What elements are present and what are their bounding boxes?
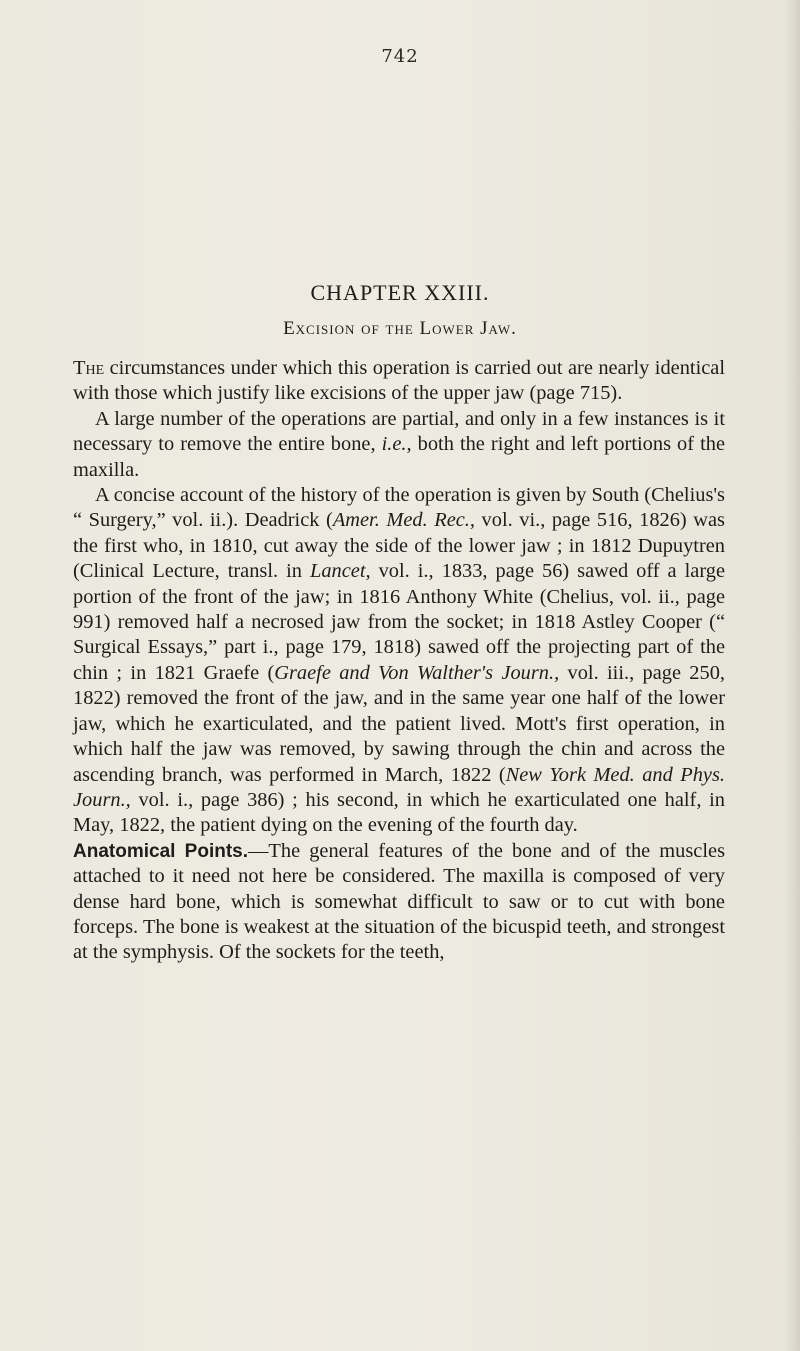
paragraph-intro — [73, 356, 725, 407]
chapter-title: CHAPTER XXIII. — [310, 280, 490, 305]
italic-citation: New York Med. and Phys. Journ., — [73, 763, 725, 811]
italic-citation: Amer. Med. Rec., — [332, 509, 475, 532]
run-in-heading: Anatomical Points. — [73, 840, 249, 862]
paragraph-partial-operations — [73, 407, 725, 483]
paragraph-text: A large number of the operations are partial, and only in a few instances is it necessary to remove the entire bone, — [73, 407, 725, 456]
paragraph-text: vol. vi., page 516, 1826) was the first who, in 1810, cut away the side of the lower jaw ; in 1812 Dupuytren (Clinical Lecture, transl. in — [73, 509, 725, 583]
paragraph-text: both the right and left portions of the maxilla. — [73, 433, 725, 481]
paragraph-text: —The general features of the bone and of the muscles attached to it need not here be considered. The maxilla is composed of very dense hard bone, which is somewhat difficult to saw or to cut with bone forceps. The bone is weakest at the situation of the bicuspid teeth, and strongest at the symphysis. Of the sockets for the teeth, — [73, 839, 726, 964]
paragraph-history — [73, 483, 725, 839]
section-title: Excision of the Lower Jaw. — [283, 318, 517, 339]
italic-citation: Lancet, — [309, 560, 371, 583]
italic-citation: Graefe and Von Walther's Journ., — [274, 661, 560, 684]
paragraph-text: circumstances under which this operation is carried out are nearly identical with those which justify like excisions of the upper jaw (page 715). — [73, 357, 725, 405]
paragraph-text: vol. iii., page 250, 1822) removed the front of the jaw, and in the same year one half of the lower jaw, which he exarticulated, and the patient lived. Mott's first operation, in which half the jaw was removed, by sawing through the chin and across the ascending branch, was performed in March, 1822 ( — [73, 661, 725, 786]
paragraph-anatomical-points — [73, 839, 725, 966]
page-edge-shadow — [786, 0, 800, 1351]
italic-text: i.e., — [381, 433, 412, 456]
body-text — [73, 356, 725, 966]
paragraph-text: vol. i., page 386) ; his second, in which he exarticulated one half, in May, 1822, the patient dying on the evening of the fourth day. — [73, 788, 725, 837]
page-number: 742 — [381, 46, 419, 67]
paragraph-lead-word: The — [73, 357, 105, 379]
paragraph-text: vol. i., 1833, page 56) sawed off a large portion of the front of the jaw; in 1816 Anthony White (Chelius, vol. ii., page 991) removed half a necrosed jaw from the socket; in 1818 Astley Cooper (“ Surgical Essays,” part i., page 179, 1818) sawed off the projecting part of the chin ; in 1821 Graefe ( — [73, 560, 725, 684]
paragraph-text: A concise account of the history of the operation is given by South (Chelius's “ Surgery,” vol. ii.). Deadrick ( — [73, 484, 725, 532]
